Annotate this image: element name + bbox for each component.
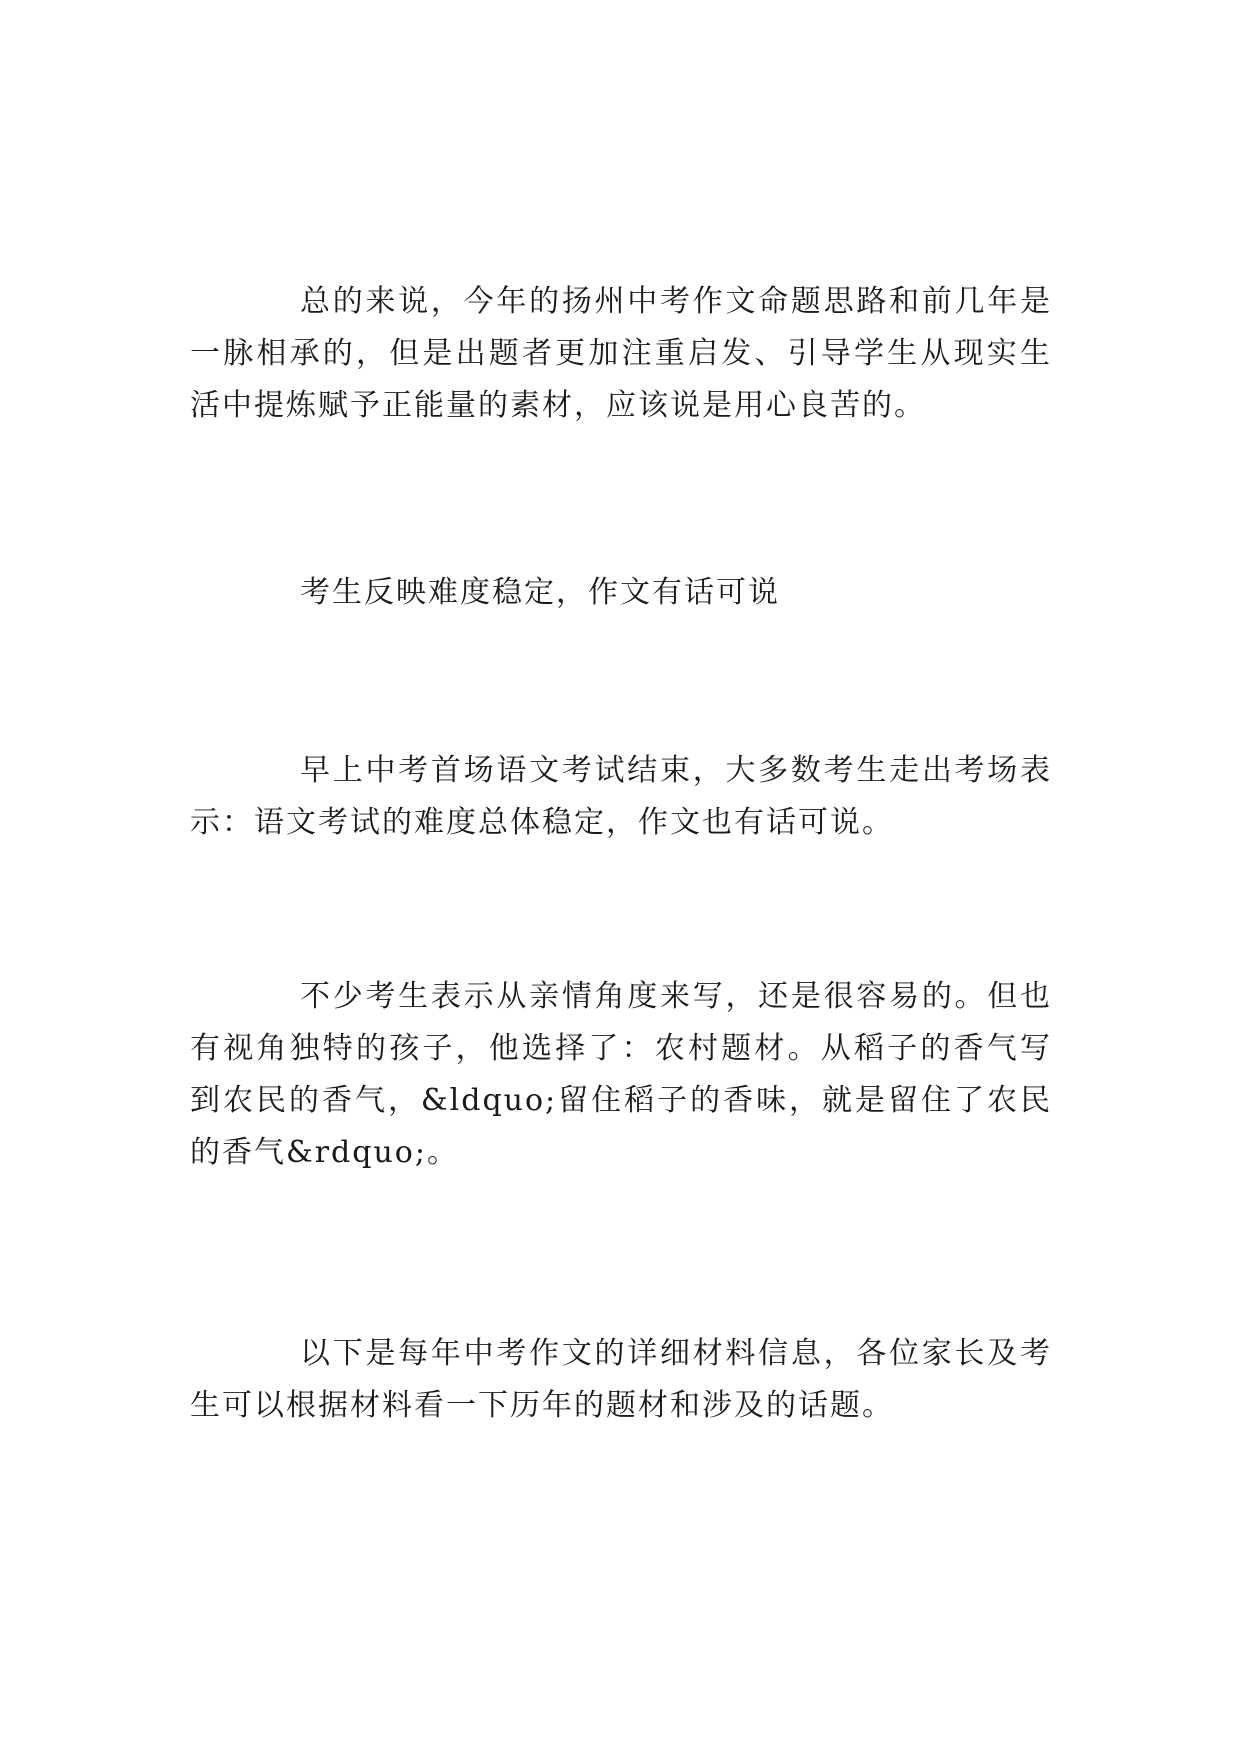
paragraph-exam-feedback: 早上中考首场语文考试结束，大多数考生走出考场表示：语文考试的难度总体稳定，作文也有话可说。 [190,753,1052,840]
paragraph-summary: 总的来说，今年的扬州中考作文命题思路和前几年是一脉相承的，但是出题者更加注重启发、引导学生从现实生活中提炼赋予正能量的素材，应该说是用心良苦的。 [190,284,1052,423]
paragraph-essay-topics: 不少考生表示从亲情角度来写，还是很容易的。但也有视角独特的孩子，他选择了：农村题材。从稻子的香气写到农民的香气，&ldquo;留住稻子的香味，就是留住了农民的香气&rdquo;。 [190,979,1052,1170]
section-heading: 考生反映难度稳定，作文有话可说 [300,575,780,610]
paragraph-materials-intro: 以下是每年中考作文的详细材料信息，各位家长及考生可以根据材料看一下历年的题材和涉及的话题。 [190,1336,1052,1423]
